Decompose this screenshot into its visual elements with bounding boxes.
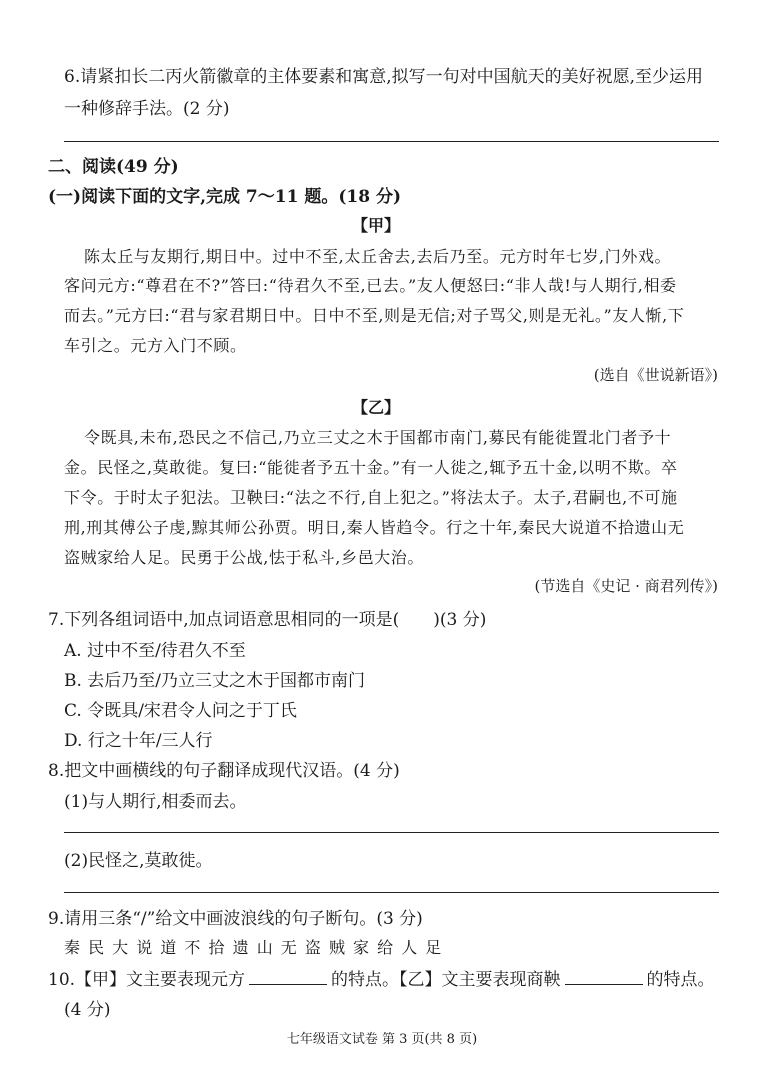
section-heading: 二、阅读(49 分) <box>48 157 179 177</box>
q9-stem: 9.请用三条“/”给文中画波浪线的句子断句。(3 分) <box>48 909 423 929</box>
q9-sentence: 秦 民 大 说 道 不 拾 遗 山 无 盗 贼 家 给 人 足 <box>64 938 443 957</box>
q8-item-1: (1)与人期行,相委而去。 <box>64 792 247 812</box>
q8-stem: 8.把文中画横线的句子翻译成现代汉语。(4 分) <box>48 761 400 781</box>
passage-jia-line: 而去。”元方曰:“君与家君期日中。日中不至,则是无信;对子骂父,则是无礼。”友人惭,下 <box>64 306 685 325</box>
q10-blank-1[interactable] <box>249 983 327 985</box>
q10-score: (4 分) <box>64 1000 111 1020</box>
q7-option-b: B. 去后乃至/乃立三丈之木于国都市南门 <box>64 671 366 691</box>
passage-yi-line: 刑,刑其傅公子虔,黥其师公孙贾。明日,秦人皆趋令。行之十年,秦民大说道不拾遗山无 <box>64 518 685 537</box>
q10-part-c: 的特点。 <box>646 970 715 990</box>
q7-stem <box>48 605 486 630</box>
q8-item-2: (2)民怪之,莫敢徙。 <box>64 851 213 871</box>
q6-line2: 一种修辞手法。(2 分) <box>64 99 230 119</box>
q7-option-d: D. 行之十年/三人行 <box>64 731 213 751</box>
passage-jia-source: (选自《世说新语》) <box>593 366 718 384</box>
q7-option-a: A. 过中不至/待君久不至 <box>64 641 246 661</box>
q7-stem-b: )(3 分) <box>433 610 487 630</box>
q8-answer-line-1 <box>64 832 719 833</box>
passage-yi-source: (节选自《史记 · 商君列传》) <box>534 577 718 595</box>
passage-yi-title: 【乙】 <box>352 398 401 417</box>
passage-jia-title: 【甲】 <box>352 216 401 235</box>
q7-option-c: C. 令既具/宋君令人问之于丁氏 <box>64 701 297 721</box>
q10-line <box>48 965 715 990</box>
passage-jia-line: 客问元方:“尊君在不?”答曰:“待君久不至,已去。”友人便怒曰:“非人哉!与人期行,相委 <box>64 276 677 295</box>
passage-jia-line: 陈太丘与友期行,期日中。过中不至,太丘舍去,去后乃至。元方时年七岁,门外戏。 <box>84 247 672 266</box>
section-subheading: (一)阅读下面的文字,完成 7～11 题。(18 分) <box>48 187 401 207</box>
passage-yi-line: 盗贼家给人足。民勇于公战,怯于私斗,乡邑大治。 <box>64 548 424 567</box>
page-footer: 七年级语文试卷 第 3 页(共 8 页) <box>286 1032 478 1047</box>
q7-stem-a: 7.下列各组词语中,加点词语意思相同的一项是( <box>48 610 400 630</box>
passage-yi-line: 金。民怪之,莫敢徙。复曰:“能徙者予五十金。”有一人徙之,辄予五十金,以明不欺。卒 <box>64 458 678 477</box>
q6-line1: 6.请紧扣长二丙火箭徽章的主体要素和寓意,拟写一句对中国航天的美好祝愿,至少运用 <box>64 67 704 87</box>
passage-jia-line: 车引之。元方入门不顾。 <box>64 336 247 355</box>
q10-part-a: 10.【甲】文主要表现元方 <box>48 970 246 990</box>
q10-part-b: 的特点。【乙】文主要表现商鞅 <box>331 970 561 990</box>
q8-answer-line-2 <box>64 892 719 893</box>
passage-yi-line: 下令。于时太子犯法。卫鞅曰:“法之不行,自上犯之。”将法太子。太子,君嗣也,不可施 <box>64 488 678 507</box>
passage-yi-line: 令既具,未布,恐民之不信己,乃立三丈之木于国都市南门,募民有能徙置北门者予十 <box>84 428 672 447</box>
q6-answer-line <box>64 141 719 142</box>
q10-blank-2[interactable] <box>565 983 643 985</box>
